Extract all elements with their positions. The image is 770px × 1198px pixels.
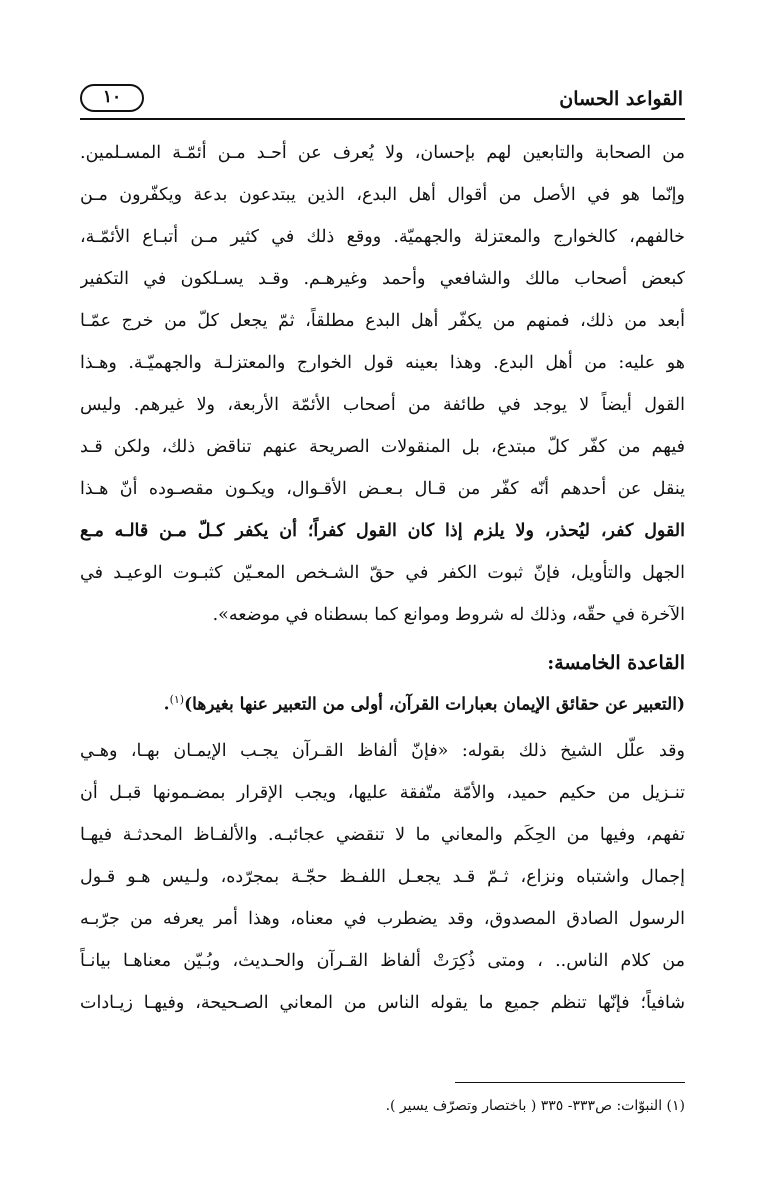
header-divider	[80, 118, 685, 120]
page-number: ١٠	[80, 84, 144, 112]
text-line: تفهم، وفيها من الحِكَم والمعاني ما لا تنقضي عجائبـه. والألفـاظ المحدثـة فيهـا	[80, 825, 685, 845]
page-header	[80, 80, 685, 120]
text-line: من الصحابة والتابعين لهم بإحسان، ولا يُعرف عن أحـد مـن أئمّـة المسـلمين.	[80, 143, 685, 163]
text-line: أبعد من ذلك، فمنهم من يكفّر أهل البدع مطلقاً، ثمّ يجعل كلّ من خرج عمّـا	[80, 311, 685, 331]
paragraph-1	[80, 132, 685, 636]
text-line: الآخرة في حقّه، وذلك له شروط وموانع كما بسطناه في موضعه».	[212, 605, 685, 625]
text-line: وقد علّل الشيخ ذلك بقوله: «فإنّ ألفاظ القـرآن يجـب الإيمـان بهـا، وهـي	[80, 741, 685, 761]
text-line: شافياً؛ فإنّها تنظم جميع ما يقوله الناس من المعاني الصـحيحة، وفيهـا زيـادات	[80, 993, 685, 1013]
rule-statement-text: (التعبير عن حقائق الإيمان بعبارات القرآن، أولى من التعبير عنها بغيرها)	[184, 694, 685, 715]
text-line: خالفهم، كالخوارج والمعتزلة والجهميّة. ووقع ذلك في كثير مـن أتبـاع الأئمّـة،	[80, 227, 685, 247]
footnote-divider	[455, 1082, 685, 1083]
footnote-marker: (١)	[169, 693, 185, 706]
text-line: كبعض أصحاب مالك والشافعي وأحمد وغيرهـم. وقـد يسـلكون في التكفير	[80, 269, 685, 289]
text-line: الرسول الصادق المصدوق، وقد يضطرب في معناه، وهذا أمر يعرفه من جرّبـه	[80, 909, 685, 929]
text-line: إجمال واشتباه ونزاع، ثـمّ قـد يجعـل اللفـظ حجّـة بمجرّده، ولـيس هـو قـول	[80, 867, 685, 887]
text-line: الجهل والتأويل، فإنّ ثبوت الكفر في حقّ الشـخص المعـيّن كثبـوت الوعيـد في	[80, 563, 685, 583]
rule-statement-end: .	[163, 694, 170, 715]
text-line: هو عليه: من أهل البدع. وهذا بعينه قول الخوارج والمعتزلـة والجهميّـة. وهـذا	[80, 353, 685, 373]
text-line: من كلام الناس.. ، ومتى ذُكِرَتْ ألفاظ القـرآن والحـديث، وبُـيّن معناهـا بيانـاً	[80, 951, 685, 971]
running-title: القواعد الحسان	[559, 88, 683, 110]
text-line: فيهم من كفّر كلّ مبتدع، بل المنقولات الصريحة عنهم تناقض ذلك، ولكن قـد	[80, 437, 685, 457]
text-line: القول كفر، ليُحذر، ولا يلزم إذا كان القول كفراً؛ أن يكفر كـلّ مـن قالـه مـع	[80, 521, 685, 541]
rule-statement	[164, 693, 685, 715]
paragraph-2	[80, 730, 685, 1024]
footnote: (١) النبوّات: ص٣٣٣- ٣٣٥ ( باختصار وتصرّف يسير ).	[385, 1098, 685, 1114]
rule-heading: القاعدة الخامسة:	[547, 652, 685, 674]
text-line: تنـزيل من حكيم حميد، والأمّة متّفقة عليها، ويجب الإقرار بمضـمونها قبـل أن	[80, 783, 685, 803]
text-line: ينقل عن أحدهم أنّه كفّر من قـال بـعـض الأقـوال، ويكـون مقصـوده أنّ هـذا	[80, 479, 685, 499]
text-line: القول أيضاً لا يوجد في طائفة من أصحاب الأئمّة الأربعة، ولا غيرهم. وليس	[80, 395, 685, 415]
text-line: وإنّما هو في الأصل من أقوال أهل البدع، الذين يبتدعون بدعة ويكفّرون مـن	[80, 185, 685, 205]
